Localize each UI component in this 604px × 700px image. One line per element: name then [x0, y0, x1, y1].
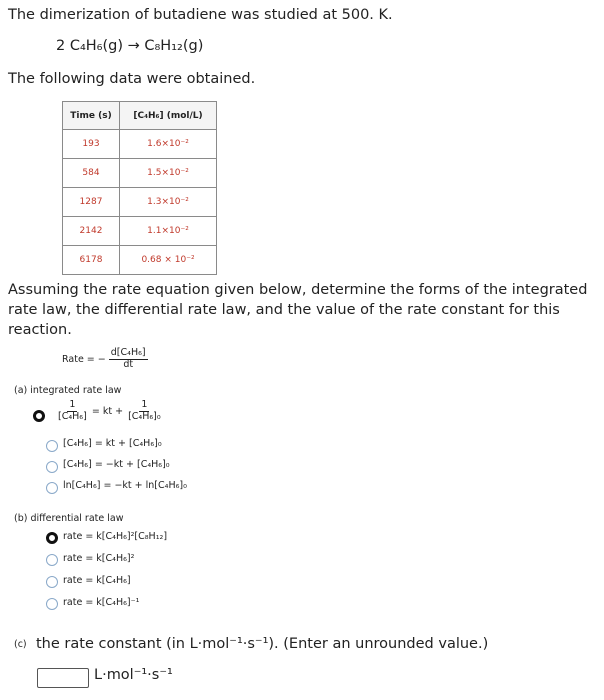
part-a-option-1-radio[interactable] [33, 410, 45, 422]
rate-constant-input[interactable] [37, 668, 89, 688]
part-b-option-1-radio[interactable] [46, 532, 58, 544]
intro-text: The dimerization of butadiene was studied at 500. K. [8, 7, 393, 23]
reaction-equation: 2 C₄H₆(g) → C₈H₁₂(g) [56, 38, 204, 54]
frac-numerator: 1 [141, 399, 148, 410]
question-text: Assuming the rate equation given below, determine the forms of the integrated rate law, the differential rate law, and the value of the rate constant for this reaction. [8, 282, 588, 338]
part-b-option-4-radio[interactable] [46, 598, 58, 610]
part-b-option-3-radio[interactable] [46, 576, 58, 588]
part-a-option-1[interactable] [56, 400, 163, 423]
time-cell: 6178 [63, 246, 120, 275]
part-a-label: (a) integrated rate law [14, 385, 122, 396]
table-row [63, 217, 217, 246]
time-cell: 193 [63, 130, 120, 159]
part-b-label: (b) differential rate law [14, 513, 124, 524]
part-a-option-3-radio[interactable] [46, 461, 58, 473]
time-cell: 584 [63, 159, 120, 188]
rate-denominator: dt [123, 358, 134, 370]
time-cell: 1287 [63, 188, 120, 217]
conc-cell: 1.6×10⁻² [120, 130, 217, 159]
time-cell: 2142 [63, 217, 120, 246]
conc-cell: 1.5×10⁻² [120, 159, 217, 188]
data-intro-text: The following data were obtained. [8, 71, 256, 87]
rate-lhs: Rate = − [62, 353, 106, 365]
table-row [63, 159, 217, 188]
frac-denominator: [C₄H₆]₀ [128, 410, 161, 422]
part-b-option-2-radio[interactable] [46, 554, 58, 566]
header-concentration: [C₄H₆] (mol/L) [120, 102, 217, 130]
table-row [63, 188, 217, 217]
part-c-marker: (c) [14, 639, 27, 650]
rate-constant-units: L·mol⁻¹·s⁻¹ [94, 667, 173, 683]
part-b-option-2[interactable]: rate = k[C₄H₆]² [63, 553, 135, 564]
part-a-option-4[interactable]: ln[C₄H₆] = −kt + ln[C₄H₆]₀ [63, 480, 187, 491]
conc-cell: 1.1×10⁻² [120, 217, 217, 246]
table-row [63, 130, 217, 159]
part-a-option-2-radio[interactable] [46, 440, 58, 452]
conc-cell: 1.3×10⁻² [120, 188, 217, 217]
rate-fraction [109, 348, 148, 371]
frac-denominator: [C₄H₆] [58, 410, 87, 422]
header-time: Time (s) [63, 102, 120, 130]
rate-numerator: d[C₄H₆] [110, 347, 146, 358]
table-header-row [63, 102, 217, 130]
frac-numerator: 1 [69, 399, 76, 410]
part-b-option-4[interactable]: rate = k[C₄H₆]⁻¹ [63, 597, 140, 608]
rate-equation [62, 348, 148, 371]
fraction-inverse-initial-conc [126, 400, 163, 423]
part-b-option-3[interactable]: rate = k[C₄H₆] [63, 575, 131, 586]
part-c-text: the rate constant (in L·mol⁻¹·s⁻¹). (Enter an unrounded value.) [36, 636, 489, 652]
fraction-inverse-conc [56, 400, 89, 423]
table-row [63, 246, 217, 275]
part-a-option-2[interactable]: [C₄H₆] = kt + [C₄H₆]₀ [63, 438, 162, 449]
part-a-option-3[interactable]: [C₄H₆] = −kt + [C₄H₆]₀ [63, 459, 170, 470]
part-b-option-1[interactable]: rate = k[C₄H₆]²[C₈H₁₂] [63, 531, 168, 542]
conc-cell: 0.68 × 10⁻² [120, 246, 217, 275]
data-table [62, 101, 217, 275]
equals-kt-plus: = kt + [91, 405, 124, 417]
part-a-option-4-radio[interactable] [46, 482, 58, 494]
